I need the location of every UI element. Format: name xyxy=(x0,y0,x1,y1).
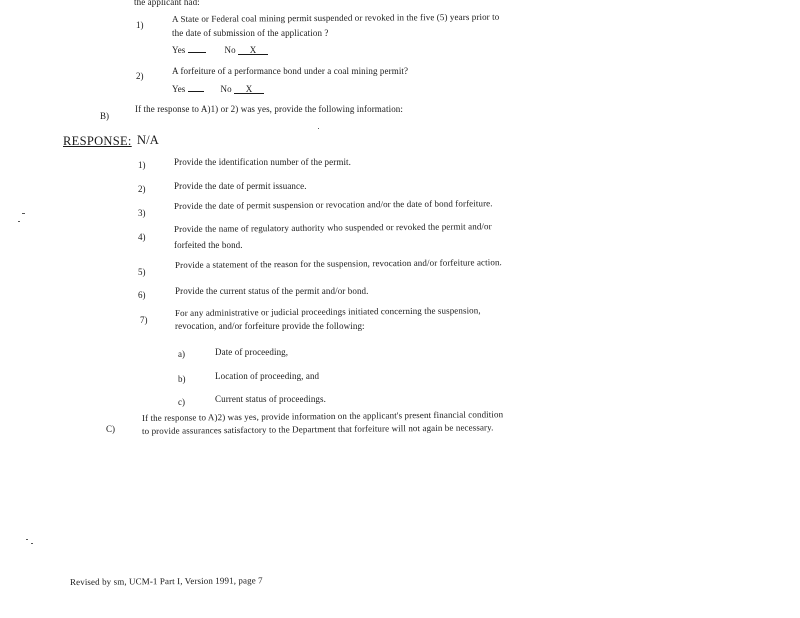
subitem-a-text: Date of proceeding, xyxy=(215,347,289,357)
a-item-1-no-answer: X xyxy=(238,45,268,55)
b-item-3-line1: Provide the date of permit suspension or revocation and/or the date of bond forfeiture. xyxy=(173,198,493,211)
section-b-letter: B) xyxy=(100,111,109,121)
section-c-line1: If the response to A)2) was yes, provide information on the applicant's present financial condition xyxy=(141,409,504,423)
response-value: N/A xyxy=(137,133,159,147)
section-c-letter: C) xyxy=(106,424,115,434)
a-item-2-yes-blank xyxy=(188,82,204,92)
scan-speck xyxy=(22,213,25,214)
a-item-2-yes-label: Yes xyxy=(172,84,186,94)
b-item-7-line1: For any administrative or judicial proceedings initiated concerning the suspension, xyxy=(174,305,481,318)
b-item-7-line2: revocation, and/or forfeiture provide the following: xyxy=(175,321,365,331)
a-item-1-yes-blank xyxy=(188,43,206,53)
b-item-1-number: 1) xyxy=(138,160,146,170)
subitem-a-letter: a) xyxy=(178,349,185,359)
scan-speck xyxy=(318,128,319,129)
b-item-3-number: 3) xyxy=(138,208,146,218)
b-item-6-line1: Provide the current status of the permit and/or bond. xyxy=(175,286,369,296)
section-c-line2: to provide assurances satisfactory to the Department that forfeiture will not again be necessary. xyxy=(141,422,494,436)
a-item-2-no-answer: X xyxy=(234,84,264,94)
page-footer: Revised by sm, UCM-1 Part I, Version 1991, page 7 xyxy=(69,575,263,587)
subitem-c-text: Current status of proceedings. xyxy=(215,394,326,404)
b-item-2-number: 2) xyxy=(138,184,146,194)
a-item-1-number: 1) xyxy=(136,20,144,30)
a-item-2-number: 2) xyxy=(136,71,144,81)
top-fragment: the applicant had: xyxy=(134,0,200,7)
subitem-c-letter: c) xyxy=(178,397,185,407)
b-item-4-line1: Provide the name of regulatory authority who suspended or revoked the permit and/or xyxy=(173,221,492,234)
b-item-4-line2: forfeited the bond. xyxy=(174,240,243,250)
a-item-1-yes-label: Yes xyxy=(172,45,186,55)
b-item-4-number: 4) xyxy=(138,232,146,242)
b-item-1-line1: Provide the identification number of the permit. xyxy=(174,157,352,167)
section-b-text: If the response to A)1) or 2) was yes, provide the following information: xyxy=(135,104,403,114)
b-item-7-number: 7) xyxy=(140,315,148,325)
scan-speck xyxy=(31,543,33,544)
a-item-1-yes-no xyxy=(172,43,268,56)
a-item-2-no-label: No xyxy=(220,84,232,94)
response-label: RESPONSE: xyxy=(63,134,132,148)
subitem-b-text: Location of proceeding, and xyxy=(215,371,320,381)
subitem-b-letter: b) xyxy=(178,374,186,384)
a-item-1-no-label: No xyxy=(224,45,236,55)
scan-speck xyxy=(18,221,20,222)
a-item-2-yes-no xyxy=(172,82,264,95)
b-item-6-number: 6) xyxy=(138,290,146,300)
a-item-1-line1: A State or Federal coal mining permit suspended or revoked in the five (5) years prior to xyxy=(171,11,500,24)
a-item-2-line1: A forfeiture of a performance bond under a coal mining permit? xyxy=(172,66,409,76)
b-item-5-line1: Provide a statement of the reason for the suspension, revocation and/or forfeiture action. xyxy=(174,257,502,270)
b-item-2-line1: Provide the date of permit issuance. xyxy=(174,181,307,191)
a-item-1-line2: the date of submission of the application ? xyxy=(172,28,329,38)
b-item-5-number: 5) xyxy=(138,267,146,277)
scan-speck xyxy=(26,539,28,540)
